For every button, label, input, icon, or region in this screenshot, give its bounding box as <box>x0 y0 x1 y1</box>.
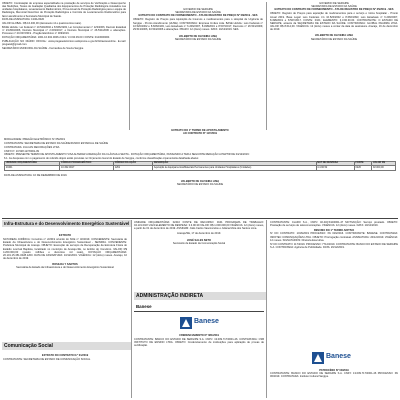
col-divider-2 <box>266 2 267 130</box>
apostilamento-sig-role: SECRETÁRIO DE ESTADO DA SAÚDE <box>176 183 224 187</box>
col1-base: BASE LEGAL: Lei Federal nº 10.520/2002 e 8.666/1993, Lei Complementar nº 123/2006, Decreto Estadual nº 23.800/2006, Decreto Municipal nº 2.003/2017, e Decreto Municipal nº 26.531/2006 e alterações. Processo nº 20.007/2019 - Pregão Eletrônico nº 009/2019. <box>2 25 126 36</box>
comunicacao-place-date: Aracaju/SE, 17 de dezembro de 2019. <box>177 232 221 236</box>
infra-sig-name: ROSILDA Y SANTOS <box>52 263 78 267</box>
col1-dotacao: DOTAÇÃO ORÇAMENTÁRIA: 1001.10.302.0006.2.044 / 3.3.90.39.00 / FONTE: 0123000000. <box>2 35 110 39</box>
apostilamento-notice <box>4 129 396 186</box>
apostilamento-clause: 6.1. As despesas com o pagamento do referido objeto estão previstas no Orçamento Geral do Estado de Sergipe, conforme classificação orçamentária detalhada abaixo: <box>4 157 199 161</box>
banese-logo <box>180 317 224 329</box>
table-cell: 10.302.0017 <box>60 166 114 171</box>
dotacao-table <box>4 161 396 171</box>
banese-logo-text: Banese <box>326 353 351 360</box>
col-header: CÓDIGO DA AÇÃO <box>113 161 152 166</box>
col2-title-b: SECRETARIA DE ESTADO DA SAÚDE <box>175 11 221 15</box>
apostilamento-modalidade: MODALIDADE: PREGÃO ELETRÔNICO Nº 65/2019 <box>4 138 65 142</box>
table-cell: 4.4.90.52 <box>316 166 354 171</box>
apostilamento-cnpj: CNPJ Nº: 10.528.127/0001-09 <box>4 149 39 153</box>
comunicacao-sig-role: Secretário de Estado da Comunicação Social <box>172 241 226 245</box>
banese-logo-mark-icon <box>180 317 192 329</box>
comunicacao-body: CONTRATANTE: SECRETARIA DE ESTADO DE COMUNICAÇÃO SOCIAL <box>3 358 91 362</box>
comunicacao-contrato <box>134 221 264 245</box>
col-divider-3 <box>131 220 132 398</box>
col3-top <box>270 2 398 41</box>
resumo-body-2: Nº DO CONTRATO: 117/2019. PROCESSO: 7712/2019. CONTRATANTE: BANCO DO ESTADO DE SERGIPE S.A. CONTRATADA: Agência de Publicidade. DATA: 26/12/2019. <box>270 242 398 249</box>
col-header: NAT DE DESPESA <box>316 161 354 166</box>
col-header: VALOR R$ <box>372 161 396 166</box>
apostilamento-contratante: CONTRATANTE: SECRETARIA DE ESTADO DA SAÚDE/FUNDO ESTADUAL DE SAÚDE <box>4 142 109 146</box>
col2-title-a: GOVERNO DE SERGIPE <box>183 8 213 11</box>
table-cell: 20401 <box>5 166 60 171</box>
col1-signer: SECRETÁRIO MUNICIPAL DA SAÚDE - Fernandes de Souza Sergipe <box>2 46 84 50</box>
comunicacao-extrato <box>3 354 127 362</box>
section-banner-infra: Infra-Estrutura e do Desenvolvimento Energético Sustentável <box>2 220 132 227</box>
infra-body: NATUREZA JURÍDICA: Convênio nº 2/2019 oriundo do NCE nº 32/2019. CONCEDENTE: Secretaria de Estado da Infraestrutura e do Desenvolvimento Energético Sustentável - SEINFRA. CONVENENTE: Prefeitura Municipal de Aracaju. OBJETO: Execução de serviços de Recuperação da Estrutura Física do Estádio Lourival Baptista, localizado no município de Aracaju-SE, no âmbito do Convênio. VALOR: R$ 4.200.000,00 (quatro milhões e duzentos mil reais). DOTAÇÃO ORÇAMENTÁRIA: 20.101.15.451.0028.1200. DATA DE ASSINATURA: 10/12/2019. VIGÊNCIA: 12 (doze) meses. Aracaju, 10 de dezembro de 2019. <box>3 238 127 261</box>
banese-credenciamento <box>134 334 264 348</box>
patrocinio-title: PATROCÍNIO Nº 03/2019 <box>319 369 349 372</box>
col-divider-4 <box>266 220 267 398</box>
col-header: FONTE <box>354 161 371 166</box>
comunicacao-contrato-body: UNIDADE ORÇAMENTÁRIA: 02410 FONTE DE RECURSO: 0101 PROGRAMA DE TRABALHO: 04.131.0027.2224 ELEMENTO DE DESPESA: 3.3.90.39 VALOR: R$ 1.000.000,00 VIGÊNCIA: 12 (doze) meses, a partir de 01 de dezembro de 2019. ASSINAM: João Carlos Vasconcelos e Juliana Mota dos Santos Lima. <box>134 221 264 231</box>
claro-contrato <box>270 221 398 249</box>
banese-logo-right <box>312 352 356 364</box>
col2-sig-name: VALBERTO DE OLIVEIRA LIMA <box>178 35 218 39</box>
patrocinio <box>270 369 398 379</box>
section-banner-adm-indireta: ADMINISTRAÇÃO INDIRETA <box>134 292 266 300</box>
banese-credenciamento-title: CREDENCIAMENTO Nº 081/2019 <box>179 334 219 337</box>
col3-title-a: GOVERNO DE SERGIPE <box>319 2 349 5</box>
apostilamento-title-b: AO CONTRATO Nº 117/2019 <box>182 132 217 136</box>
col3-title-b: SECRETARIA DE ESTADO DA SAÚDE <box>311 5 357 9</box>
apostilamento-sig-name: VALBERTO DE OLIVEIRA LIMA <box>180 179 220 183</box>
col-header: DESCRIÇÃO <box>153 161 316 166</box>
col-divider-1 <box>129 2 130 130</box>
comunicacao-sig-name: JOSÉ SALES NETO <box>186 238 212 242</box>
apostilamento-title-a: EXTRATO DO 1º TERMO DE APOSTILAMENTO <box>171 129 229 132</box>
table-cell: 92.000,00 <box>372 166 396 171</box>
entity-banese-label: Banese <box>136 304 152 309</box>
table-cell: 0226 <box>354 166 371 171</box>
claro-body: CONTRATANTE: CLARO S.A., CNPJ: 40.432.544/0001-47 MOTIVAÇÃO: Serviço prestado. OBJETO: Prestação de serviços de telecomunicações. VIGÊNCIA: 12 (doze) meses. DATA: 10/12/2019. <box>270 221 398 228</box>
patrocinio-body: CONTRATANTE: BANCO DO ESTADO DE SERGIPE S.A. CNPJ: 13.009.717/0001-46 PROCESSO: PA 06/2019. CONTRATADA: Instituto Cultural Sergipe. <box>270 372 398 379</box>
col2-top <box>133 8 263 41</box>
table-cell: 1261 <box>113 166 152 171</box>
apostilamento-objeto: OBJETO: PRESENTE TERMO DE APOSTILAMENTO VISA ALTERAR A REDAÇÃO DA CLÁUSULA SEXTA - DOTAÇÃO ORÇAMENTÁRIA, PASSANDO A TER A SEGUINTE REDAÇÃO A PARTIR DE 04/12/2019: <box>4 153 250 157</box>
col3-title-c: EXTRATO DO CONTRATO DE FORNECIMENTO - ATA DE REGISTRO DE PREÇO Nº 35/2019 - SES <box>274 8 394 12</box>
banese-credenciamento-body: CONTRATANTE: BANCO DO ESTADO DE SERGIPE S.A. CNPJ: 13.009.717/0001-46. CONTRATADA: CSB INSTITUTO DE ENSINO LTDA. OBJETO: Credenciamento de instituições para aplicação de provas de certificação. <box>134 338 264 348</box>
table-row <box>5 166 396 171</box>
col-header: CÓDIGO PROGRAMÁTICO <box>60 161 114 166</box>
resumo-title: RESUMO DO 1º TERMO ADITIVO <box>313 229 355 233</box>
section-banner-comunicacao: Comunicação Social <box>2 342 132 350</box>
infra-sig-role: Secretária de Estado da Infraestrutura e do Desenvolvimento Energético Sustentável <box>16 266 114 270</box>
col2-body: OBJETO: Registro de Preços para Aquisição de Insumos e medicamentos para o Hospital de Urgência de Sergipe - Pronto Atendimento (HUSE). CONTRATADA: Empresa Irmãos Ltda. BASE LEGAL: Leis Federais nº 10.520/2002 e 8.666/1993, Leis Estaduais nº 6.206/2007, 8.498/2019 e 8.507/2017; Decretos nº 26.531/2009, 29.513/2006, 43.534/2006 e alterações. PRAZO: 12 (doze) meses. DATA: 10/12/2019. SES. <box>133 18 263 31</box>
col3-sig-name: VALBERTO DE OLIVEIRA LIMA <box>314 34 354 38</box>
col1-datas: DATA DE ASSINATURA: 13/01/2020 <box>2 18 45 22</box>
infra-extrato <box>3 234 127 270</box>
col1-objeto: OBJETO: Contratação de empresa especializada na prestação de serviços de Verificação e Desempenho das Medições, Testes de Avaliação Qualitativa dos Equipamentos de Proteção Radiológica instalados nas unidades hospitalares, Levantamento Radiométrico, Prova Anual de Proteção Radiológica para o equipe de Radiologia, Memorial Descritivo de Proteção Radiológica e Controle de Levantamento Radiométrico para fazer atendimento à Secretaria Municipal de Saúde. <box>2 2 126 18</box>
col1-email: PUBLICAÇÃO NO DIÁRIO OFICIAL: www.pregaoeletronico.sudopreme.e.gov.br/licitacoesonline. E-mail: pregaoel@gmail.com. <box>2 39 126 46</box>
col2-sig-role: SECRETÁRIO DE ESTADO DA SAÚDE <box>174 38 222 42</box>
apostilamento-assinatura: DATA DE ASSINATURA: 16 DE DEZEMBRO DE 2019. <box>4 173 68 177</box>
section-divider <box>2 218 398 219</box>
banese-divider <box>134 311 264 312</box>
banese-logo-mark-icon <box>312 352 324 364</box>
resumo-body: Nº DO CONTRATO: 1016/2019 PROCESSO: PA 016/2016. CONTRATANTE: BANESE. CONTRATADA: INFOTEC COMUNICAÇÕES LTDA. OBJETO: Prorrogação contratual. ASSINATURA: 20/12/2019. VIGÊNCIA: 12 meses. SIGNATÁRIOS: Diretoria Executiva. <box>270 232 398 242</box>
col-header: UNIDADE ORÇAMENTÁRIA <box>5 161 60 166</box>
col3-body: OBJETO: Registro de Preços para aquisição de medicamentos para o serviço e rotina hospitalar - Pronto Anual 2019. Base Legal: Leis Federais nºs 10.520/2002 e 8.666/1993, Leis Estaduais nº 6.206/2007, 8.498/2019 e 8.507/2017. FONTE: 0101; ELEMENTO: 3.3.90.30.00. CONTRATANTE: O ESTADO DE SERGIPE, através da SECRETARIA DE ESTADO DA SAÚDE. CONTRATADA: GLOBAL PHARMA LTDA. VALOR: R$ 8.614,00. VIGÊNCIA: 12 (doze) meses a contar da data de assinatura. Aracaju, 16 de dezembro de 2019. <box>270 12 398 32</box>
col1-top <box>2 2 126 50</box>
col2-title-c: EXTRATO DO CONTRATO DE FORNECIMENTO - ATA DE REGISTRO DE PREÇO Nº 08/2019 - SES <box>138 14 258 18</box>
comunicacao-title: EXTRATO DO CONTRATO N.º 01/2019 <box>41 354 89 357</box>
banese-logo-text: Banese <box>194 318 219 325</box>
col1-valor: VALOR GLOBAL: R$ 16.400,00 (dezesseis mil e quatrocentos reais). <box>2 22 82 26</box>
infra-title: EXTRATO <box>58 234 72 237</box>
apostilamento-contratada: CONTRATADA: JULCAN DECORAÇÕES LTDA <box>4 145 60 149</box>
col3-sig-role: SECRETÁRIO DE ESTADO DA SAÚDE <box>310 37 358 41</box>
table-cell: Aquisição de Equipamentos/Materiais Permanentes para Unidades Hospitalares (Unidades) <box>153 166 316 171</box>
